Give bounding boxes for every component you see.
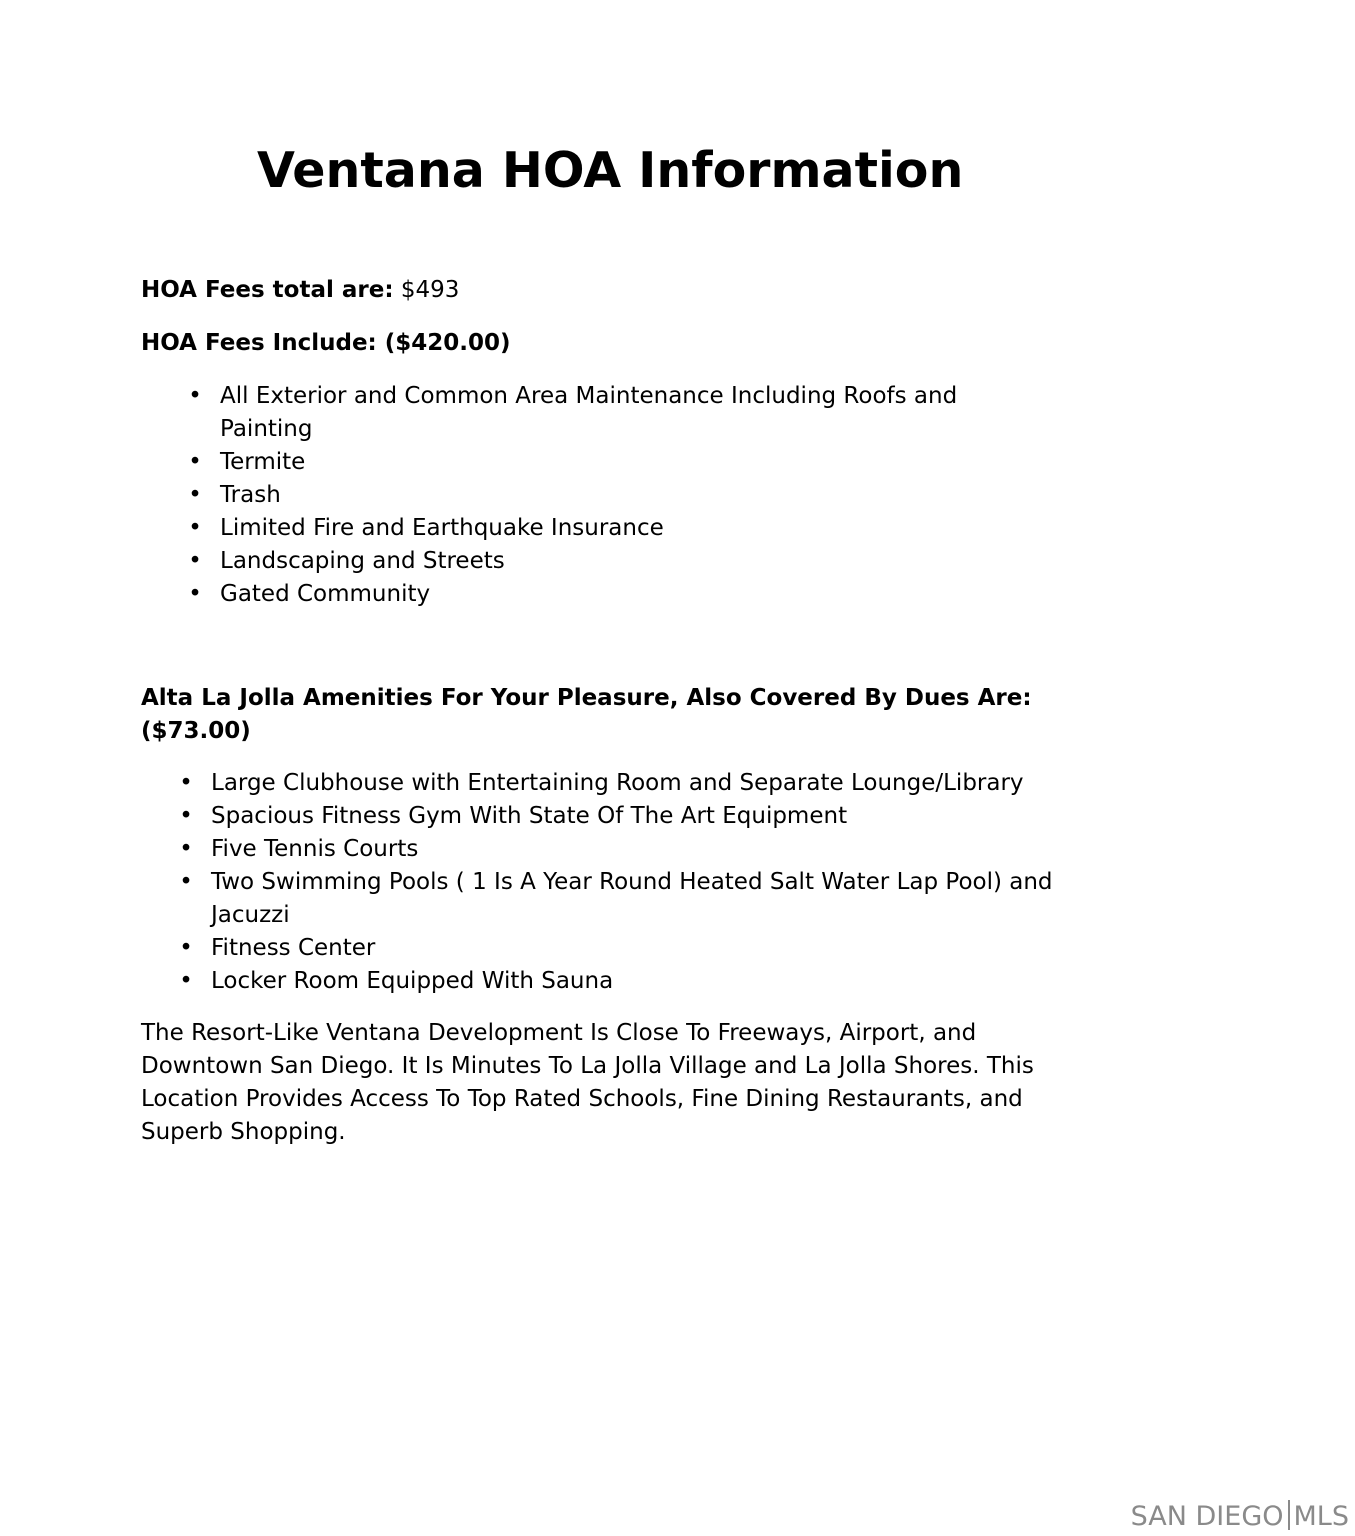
list-item-text: Trash	[220, 482, 281, 508]
hoa-fees-total	[141, 274, 459, 307]
hoa-fees-total-label: HOA Fees total are:	[141, 277, 394, 303]
bullet-icon: •	[179, 770, 193, 796]
list-item	[179, 965, 1071, 998]
list-item-text: Five Tennis Courts	[211, 836, 419, 862]
list-item	[188, 512, 1020, 545]
list-item-text: Large Clubhouse with Entertaining Room and Separate Lounge/Library	[211, 770, 1024, 796]
list-item-text: All Exterior and Common Area Maintenance Including Roofs and Painting	[220, 383, 958, 442]
list-item-text: Limited Fire and Earthquake Insurance	[220, 515, 664, 541]
list-item	[179, 800, 1071, 833]
closing-paragraph: The Resort-Like Ventana Development Is Close To Freeways, Airport, and Downtown San Diego. It Is Minutes To La Jolla Village and La Jolla Shores. This Location Provides Access To Top Rated Schools, Fine Dining Restaurants, and Superb Shopping.	[141, 1020, 1034, 1145]
list-item-text: Locker Room Equipped With Sauna	[211, 968, 614, 994]
fees-include-list	[188, 380, 1020, 611]
list-item	[179, 932, 1071, 965]
list-item-text: Spacious Fitness Gym With State Of The Art Equipment	[211, 803, 848, 829]
list-item	[188, 380, 1020, 446]
amenities-heading: Alta La Jolla Amenities For Your Pleasure, Also Covered By Dues Are: ($73.00)	[141, 685, 1032, 744]
list-item-text: Two Swimming Pools ( 1 Is A Year Round Heated Salt Water Lap Pool) and Jacuzzi	[211, 869, 1053, 928]
bullet-icon: •	[188, 482, 202, 508]
list-item	[188, 578, 1020, 611]
watermark-left: SAN DIEGO	[1130, 1501, 1284, 1532]
bullet-icon: •	[188, 515, 202, 541]
list-item	[179, 833, 1071, 866]
list-item	[188, 545, 1020, 578]
list-item-text: Landscaping and Streets	[220, 548, 505, 574]
bullet-icon: •	[179, 935, 193, 961]
list-item	[188, 479, 1020, 512]
bullet-icon: •	[188, 449, 202, 475]
bullet-icon: •	[188, 383, 202, 409]
list-item	[179, 866, 1071, 932]
list-item	[188, 446, 1020, 479]
bullet-icon: •	[179, 968, 193, 994]
list-item-text: Fitness Center	[211, 935, 376, 961]
bullet-icon: •	[179, 869, 193, 895]
list-item	[179, 767, 1071, 800]
page-title: Ventana HOA Information	[257, 142, 964, 199]
bullet-icon: •	[179, 836, 193, 862]
bullet-icon: •	[188, 548, 202, 574]
bullet-icon: •	[179, 803, 193, 829]
list-item-text: Gated Community	[220, 581, 431, 607]
bullet-icon: •	[188, 581, 202, 607]
list-item-text: Termite	[220, 449, 306, 475]
hoa-fees-total-value: $493	[400, 277, 460, 303]
fees-include-heading: HOA Fees Include: ($420.00)	[141, 330, 511, 356]
watermark-right: MLS	[1293, 1501, 1349, 1532]
watermark-divider	[1288, 1500, 1290, 1530]
amenities-list	[179, 767, 1071, 998]
mls-watermark-logo	[1131, 1500, 1349, 1532]
